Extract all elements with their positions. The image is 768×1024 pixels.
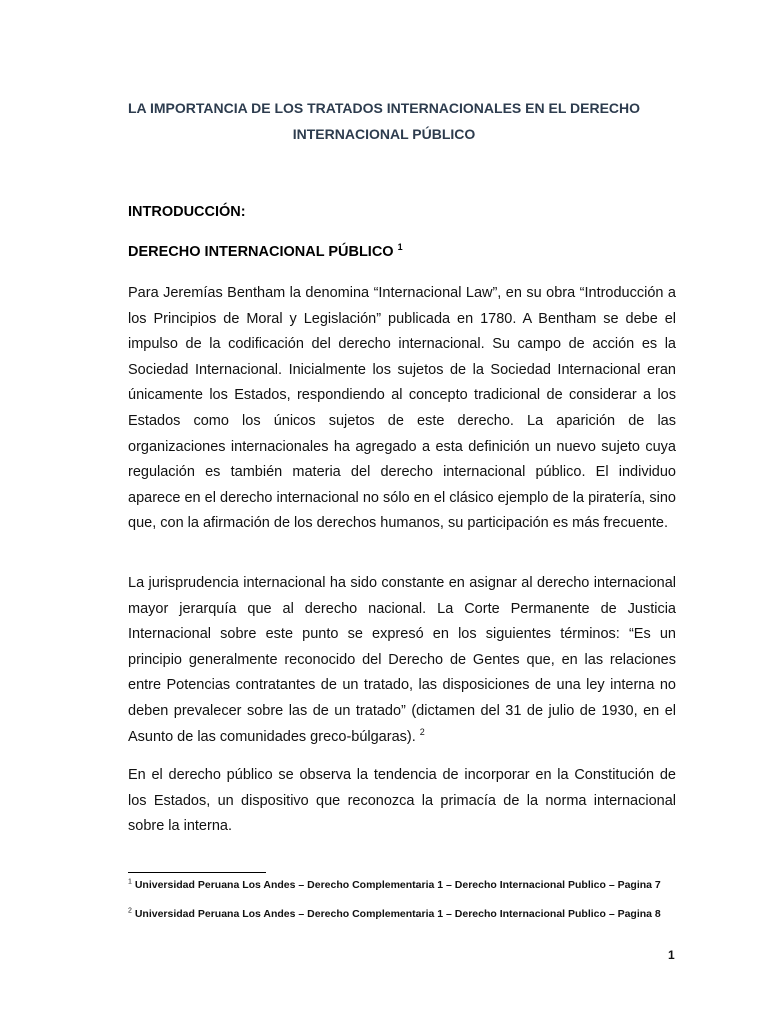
- footnote-2-text: Universidad Peruana Los Andes – Derecho Complementaria 1 – Derecho Internacional Publico – Pagina 8: [134, 908, 661, 920]
- page-number: 1: [668, 948, 675, 962]
- section-heading: [128, 244, 403, 260]
- footnote-ref-1[interactable]: 1: [397, 242, 403, 253]
- footnote-2: [128, 907, 676, 922]
- document-title: LA IMPORTANCIA DE LOS TRATADOS INTERNACIONALES EN EL DERECHO INTERNACIONAL PÚBLICO: [127, 100, 641, 142]
- paragraph-1: Para Jeremías Bentham la denomina “Internacional Law”, en su obra “Introducción a los Principios de Moral y Legislación” publicada en 1780. A Bentham se debe el impulso de la codificación del derecho internacional. Su campo de acción es la Sociedad Internacional. Inicialmente los sujetos de la Sociedad Internacional eran únicamente los Estados, respondiendo al concepto tradicional de considerar a los Estados como los únicos sujetos de este derecho. La aparición de las organizaciones internacionales ha agregado a esta definición un nuevo sujeto cuya regulación es también materia del derecho internacional público. El individuo aparece en el derecho internacional no sólo en el clásico ejemplo de la piratería, sino que, con la afirmación de los derechos humanos, su participación es más frecuente.: [128, 285, 676, 532]
- footnote-separator: [128, 872, 266, 873]
- introduction-heading: INTRODUCCIÓN:: [128, 204, 246, 220]
- footnote-1: [128, 878, 676, 893]
- section-heading-text: DERECHO INTERNACIONAL PÚBLICO: [128, 244, 394, 260]
- paragraph-3: En el derecho público se observa la tendencia de incorporar en la Constitución de los Estados, un dispositivo que reconozca la primacía de la norma internacional sobre la interna.: [128, 767, 676, 835]
- paragraph-2-text: La jurisprudencia internacional ha sido constante en asignar al derecho internacional mayor jerarquía que al derecho nacional. La Corte Permanente de Justicia Internacional sobre este punto se expresó en los siguientes términos: “Es un principio generalmente reconocido del Derecho de Gentes que, en las relaciones entre Potencias contratantes de un tratado, las disposiciones de una ley interna no deben prevalecer sobre las de un tratado” (dictamen del 31 de julio de 1930, en el Asunto de las comunidades greco-búlgaras).: [128, 575, 676, 745]
- paragraph-2: [128, 571, 676, 750]
- footnote-1-text: Universidad Peruana Los Andes – Derecho Complementaria 1 – Derecho Internacional Publico – Pagina 7: [134, 879, 661, 891]
- footnote-2-number: 2: [128, 907, 132, 915]
- footnote-1-number: 1: [128, 878, 132, 886]
- footnote-ref-2[interactable]: 2: [419, 726, 425, 737]
